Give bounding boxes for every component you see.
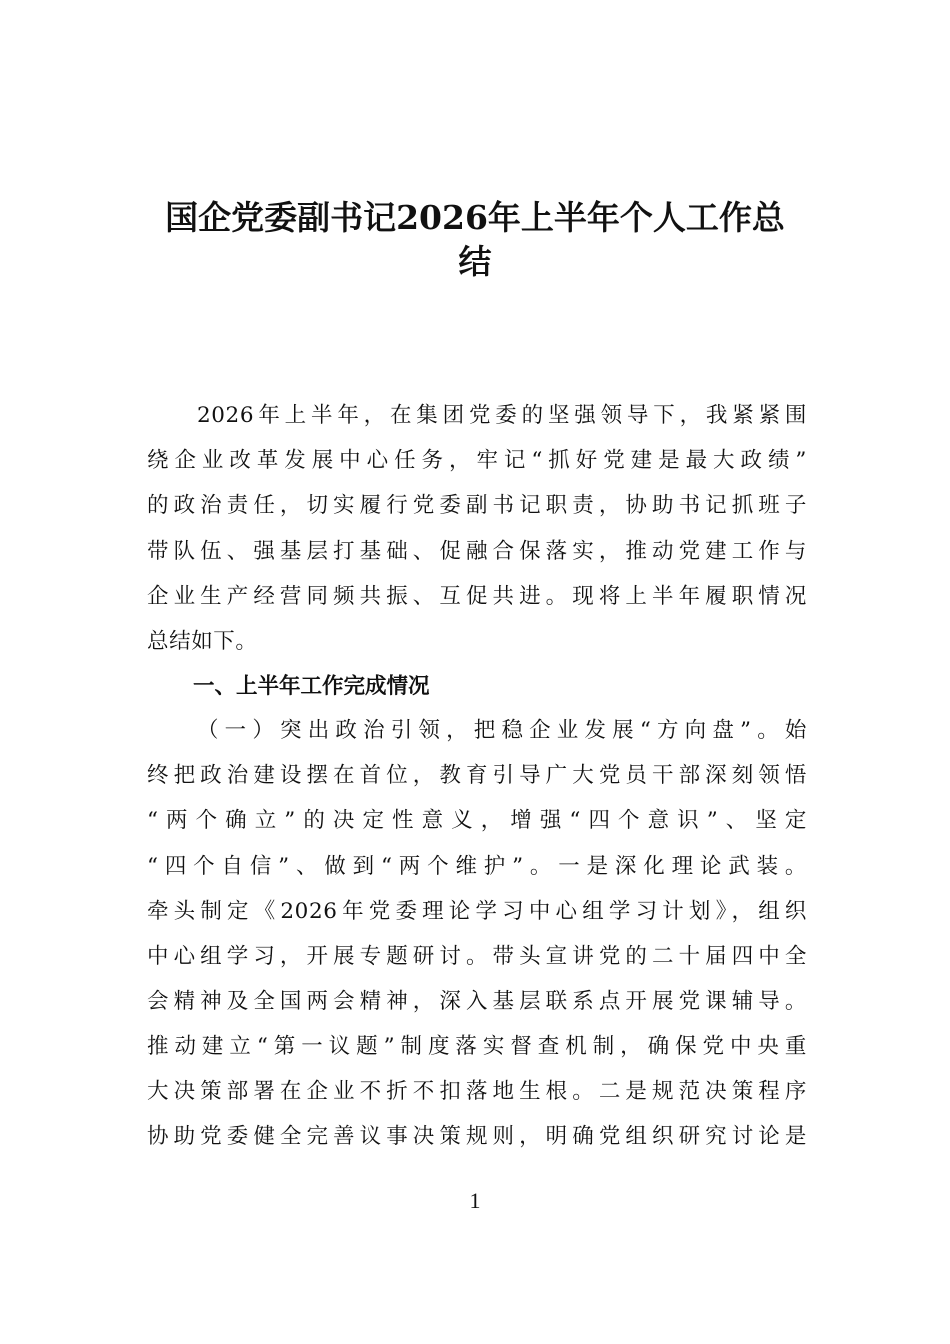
intro-line-5: 企业生产经营同频共振、互促共进。现将上半年履职情况 [147, 584, 807, 609]
intro-line-1: 2026年上半年，在集团党委的坚强领导下，我紧紧围 [197, 403, 807, 428]
section-line-7: 会精神及全国两会精神，深入基层联系点开展党课辅导。 [147, 989, 807, 1014]
section-line-2: 终把政治建设摆在首位，教育引导广大党员干部深刻领悟 [147, 763, 807, 788]
section-line-4: “四个自信”、做到“两个维护”。一是深化理论武装。 [147, 854, 807, 879]
page-number: 1 [469, 1188, 481, 1213]
section-line-6: 中心组学习，开展专题研讨。带头宣讲党的二十届四中全 [147, 944, 807, 969]
section-line-8: 推动建立“第一议题”制度落实督查机制，确保党中央重 [147, 1034, 807, 1059]
section-line-5: 牵头制定《2026年党委理论学习中心组学习计划》，组织 [147, 899, 807, 924]
document-title-line-1: 国企党委副书记2026年上半年个人工作总 [165, 198, 785, 237]
document-title-line-2: 结 [458, 242, 492, 281]
intro-line-2: 绕企业改革发展中心任务，牢记“抓好党建是最大政绩” [147, 448, 807, 473]
section-line-3: “两个确立”的决定性意义，增强“四个意识”、坚定 [147, 808, 807, 833]
section-line-1: （一）突出政治引领，把稳企业发展“方向盘”。始 [197, 718, 807, 743]
intro-line-3: 的政治责任，切实履行党委副书记职责，协助书记抓班子 [147, 493, 807, 518]
section-line-10: 协助党委健全完善议事决策规则，明确党组织研究讨论是 [147, 1124, 807, 1149]
intro-line-4: 带队伍、强基层打基础、促融合保落实，推动党建工作与 [147, 539, 807, 564]
section-line-9: 大决策部署在企业不折不扣落地生根。二是规范决策程序 [147, 1079, 807, 1104]
intro-line-6: 总结如下。 [147, 629, 258, 654]
section-heading: 一、上半年工作完成情况 [193, 674, 430, 699]
